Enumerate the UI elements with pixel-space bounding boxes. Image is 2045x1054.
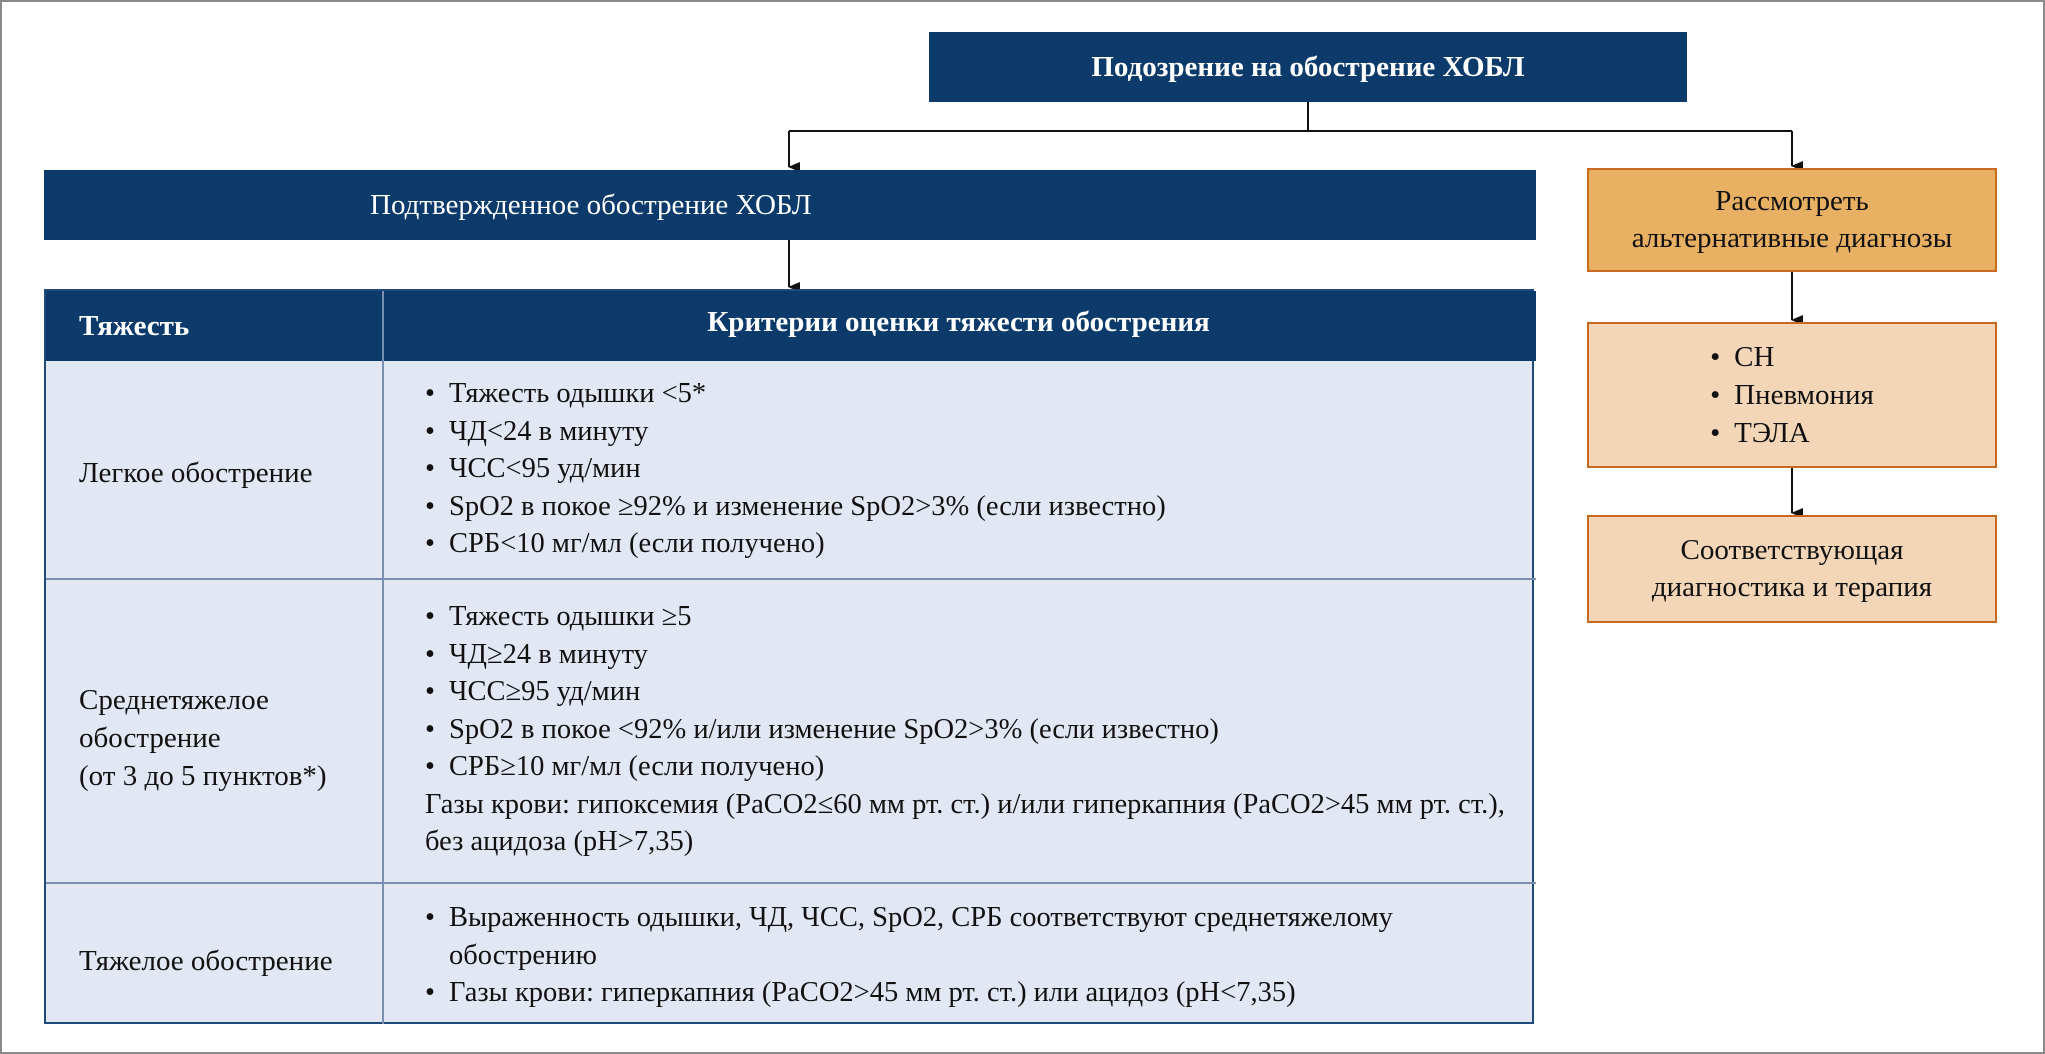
confirmed-exacerbation-label: Подтвержденное обострение ХОБЛ <box>370 188 812 221</box>
table-header <box>46 291 1536 361</box>
criteria-item: • СРБ<10 мг/мл (если получено) <box>425 525 1166 563</box>
criteria-mild <box>425 375 1166 563</box>
criteria-item: • Тяжесть одышки <5* <box>425 375 1166 413</box>
criteria-item: • СРБ≥10 мг/мл (если получено) <box>425 748 1525 786</box>
criteria-severe <box>425 899 1469 1012</box>
header-severity: Тяжесть <box>79 309 190 342</box>
severity-moderate-line: Среднетяжелое <box>79 684 269 716</box>
diagnosis-item: • Пневмония <box>1710 376 1874 414</box>
criteria-item: • Выраженность одышки, ЧД, ЧСС, SpO2, СРБ соответствуют среднетяжелому обострению <box>425 899 1469 974</box>
criteria-item: • ЧСС<95 уд/мин <box>425 450 1166 488</box>
criteria-item: • ЧД≥24 в минуту <box>425 636 1525 674</box>
row-divider <box>46 578 1536 580</box>
diagnoses-list <box>1710 338 1874 452</box>
criteria-item: • SpO2 в покое <92% и/или изменение SpO2>3% (если известно) <box>425 711 1525 749</box>
criteria-item: • ЧД<24 в минуту <box>425 413 1166 451</box>
severity-moderate-line: обострение <box>79 722 221 754</box>
diagnostics-therapy-label: Соответствующая диагностика и терапия <box>1651 534 1933 603</box>
criteria-moderate <box>425 598 1525 861</box>
confirmed-exacerbation-box <box>44 170 1536 240</box>
severity-table <box>44 289 1534 1024</box>
criteria-item: • SpO2 в покое ≥92% и изменение SpO2>3% (если известно) <box>425 488 1166 526</box>
header-criteria: Критерии оценки тяжести обострения <box>707 305 1210 338</box>
suspected-exacerbation-box <box>929 32 1687 102</box>
criteria-item: • ЧСС≥95 уд/мин <box>425 673 1525 711</box>
severity-moderate <box>79 681 327 795</box>
suspected-exacerbation-label: Подозрение на обострение ХОБЛ <box>1091 50 1525 83</box>
severity-moderate-line: (от 3 до 5 пунктов*) <box>79 760 327 792</box>
severity-severe: Тяжелое обострение <box>79 945 333 977</box>
diagnosis-item: • ТЭЛА <box>1710 414 1874 452</box>
column-divider <box>382 291 384 1024</box>
alternative-diagnoses-box <box>1587 168 1997 272</box>
severity-mild: Легкое обострение <box>79 457 313 489</box>
criteria-item: • Газы крови: гиперкапния (PaCO2>45 мм рт. ст.) или ацидоз (pH<7,35) <box>425 974 1469 1012</box>
diagnosis-item: • СН <box>1710 338 1874 376</box>
diagnoses-list-box <box>1587 322 1997 468</box>
row-divider <box>46 882 1536 884</box>
criteria-item: • Тяжесть одышки ≥5 <box>425 598 1525 636</box>
blood-gas-note: Газы крови: гипоксемия (PaCO2≤60 мм рт. ст.) и/или гиперкапния (PaCO2>45 мм рт. ст.), без ацидоза (pH>7,35) <box>425 788 1505 857</box>
diagnostics-therapy-box <box>1587 515 1997 623</box>
alternative-diagnoses-label: Рассмотреть альтернативные диагнозы <box>1631 185 1953 254</box>
